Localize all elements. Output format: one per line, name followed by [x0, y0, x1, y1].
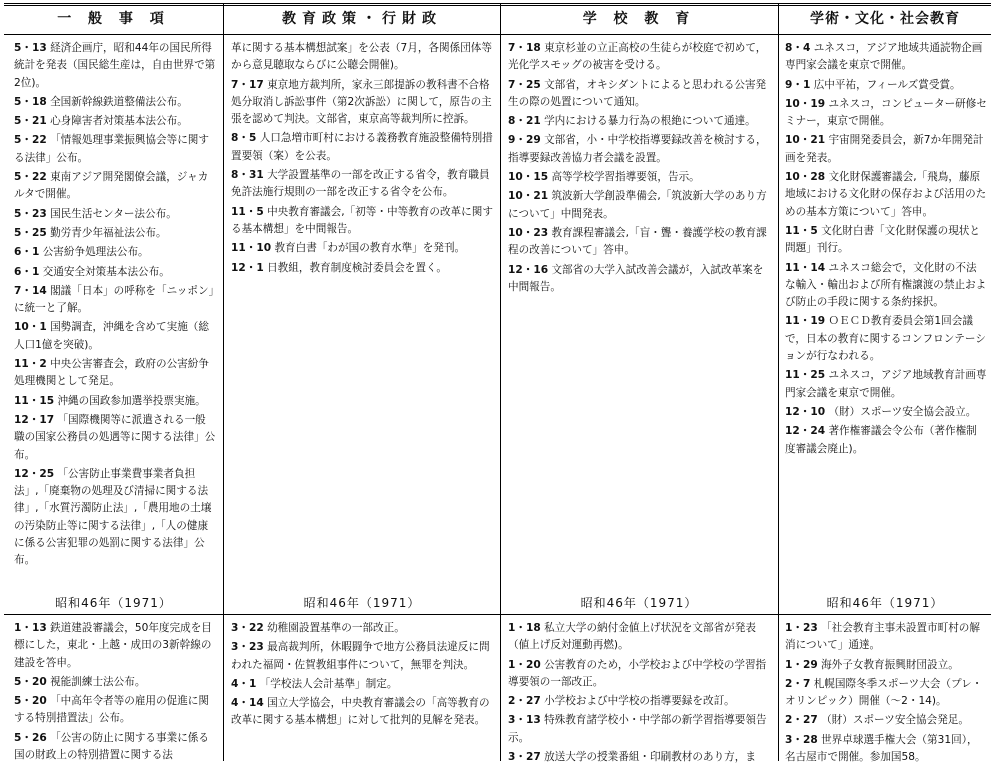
entry-text: 東京地方裁判所，家永三郎提訴の教科書不合格処分取消し訴訟事件（第2次訴訟）に関して，原告の主張を認めて判決。文部省，東京高等裁判所に控訴。 — [231, 78, 492, 126]
entry-date: 3・13 — [508, 714, 541, 727]
entry-text: 文化財白書「文化財保護の現状と問題」刊行。 — [785, 224, 980, 255]
entry-text: 文化財保護審議会,「飛鳥，藤原地域における文化財の保存および活用のための基本方策について」答申。 — [785, 171, 987, 218]
chronology-entry — [508, 169, 772, 186]
chronology-entry — [508, 712, 772, 747]
entry-date: 10・21 — [785, 134, 826, 147]
entry-date: 12・17 — [14, 413, 55, 426]
column-rule-3 — [778, 4, 779, 761]
chronology-entry — [508, 113, 772, 130]
chronology-entry — [508, 620, 772, 655]
entry-date: 5・18 — [14, 95, 47, 108]
entry-date: 3・23 — [231, 641, 264, 654]
entry-text: （財）スポーツ安全協会設立。 — [828, 405, 977, 418]
chronology-entry — [231, 620, 495, 637]
entry-text: ユネスコ，アジア地域教育計画専門家会議を東京で開催。 — [785, 369, 987, 399]
entry-text: 東南アジア開発閣僚会議，ジャカルタで開催。 — [14, 171, 209, 201]
entry-date: 10・19 — [785, 97, 826, 110]
chronology-entry — [14, 283, 216, 318]
header-rule — [4, 34, 991, 35]
entry-text: 人口急増市町村における義務教育施設整備特別措置要領（案）を公表。 — [231, 132, 493, 162]
entry-date: 10・28 — [785, 171, 826, 184]
entry-date: 5・23 — [14, 207, 47, 220]
entry-date: 5・22 — [14, 171, 47, 184]
entry-text: 「情報処理事業振興協会等に関する法律」公布。 — [14, 134, 209, 164]
entry-text: 文部省の大学入試改善会議が，入試改革案を中間報告。 — [508, 263, 764, 293]
chronology-entry — [508, 40, 772, 75]
chronology-entry — [785, 260, 987, 312]
column-general-1971 — [14, 620, 216, 765]
entry-text: 国立大学協会，中央教育審議会の「高等教育の改革に関する基本構想」に対して批判的見解を発表。 — [231, 697, 490, 727]
entry-text: 沖縄の国政参加選挙投票実施。 — [57, 394, 206, 407]
entry-date: 6・1 — [14, 246, 40, 259]
entry-date: 11・15 — [14, 394, 55, 407]
year-heading-school: 昭和46年（1971） — [580, 596, 698, 610]
chronology-entry — [785, 96, 987, 131]
chronology-entry — [508, 749, 772, 765]
entry-text: 中央公害審査会，政府の公害紛争処理機関として発足。 — [14, 358, 209, 388]
entry-date: 2・27 — [785, 714, 818, 727]
entry-text: 特殊教育諸学校小・中学部の新学習指導要領告示。 — [508, 714, 767, 744]
chronology-entry — [14, 113, 216, 130]
entry-date: 3・28 — [785, 733, 818, 746]
entry-text: 「社会教育主事未設置市町村の解消について」通達。 — [785, 622, 980, 652]
entry-text: 小学校および中学校の指導要録を改訂。 — [544, 695, 735, 708]
entry-date: 5・21 — [14, 115, 47, 128]
entry-text: ユネスコ，コンピューター研修セミナー，東京で開催。 — [785, 97, 987, 128]
entry-text: 教育白書「わが国の教育水準」を発刊。 — [274, 242, 466, 255]
entry-text: 放送大学の授業番組・印刷教材のあり方，ま — [544, 751, 756, 764]
column-culture-1970 — [785, 40, 987, 590]
entry-date: 3・27 — [508, 751, 541, 764]
entry-text: 交通安全対策基本法公布。 — [42, 265, 170, 278]
entry-date: 5・20 — [14, 695, 47, 708]
entry-text: 国民生活センター法公布。 — [50, 207, 177, 220]
entry-date: 4・1 — [231, 677, 257, 690]
chronology-entry — [14, 393, 216, 410]
entry-date: 9・1 — [785, 78, 811, 91]
chronology-entry — [14, 40, 216, 92]
chronology-entry — [14, 693, 216, 728]
entry-text: 革に関する基本構想試案」を公表（7月，各関係団体等から意見聴取ならびに公聴会開催)。 — [231, 42, 492, 72]
entry-date: 1・20 — [508, 658, 541, 671]
chronology-entry — [785, 423, 987, 458]
entry-date: 1・29 — [785, 658, 818, 671]
entry-text: 広中平祐，フィールズ賞受賞。 — [813, 78, 961, 91]
chronology-entry — [14, 356, 216, 391]
entry-text: 国勢調査，沖縄を含めて実施（総人口1億を突破)。 — [14, 321, 209, 351]
chronology-entry — [508, 225, 772, 260]
entry-date: 8・4 — [785, 42, 811, 54]
entry-date: 7・25 — [508, 78, 541, 91]
chronology-entry — [508, 132, 772, 167]
column-policy-1970 — [231, 40, 495, 590]
chronology-entry — [14, 206, 216, 223]
chronology-entry — [231, 240, 495, 257]
entry-date: 11・25 — [785, 369, 826, 382]
entry-date: 10・21 — [508, 190, 549, 203]
entry-date: 5・13 — [14, 42, 47, 54]
chronology-entry — [785, 40, 987, 75]
chronology-entry — [231, 130, 495, 165]
entry-text: 文部省，小・中学校指導要録改善を検討する，指導要録改善協力者会議を設置。 — [508, 134, 767, 164]
chronology-entry — [231, 676, 495, 693]
chronology-entry — [785, 223, 987, 258]
chronology-entry — [785, 732, 987, 765]
chronology-entry — [508, 188, 772, 223]
entry-date: 1・13 — [14, 622, 47, 634]
entry-date: 2・27 — [508, 695, 541, 708]
column-school-1970 — [508, 40, 772, 590]
chronology-entry — [14, 169, 216, 204]
entry-date: 1・23 — [785, 622, 818, 634]
chronology-entry — [785, 132, 987, 167]
entry-text: 教育課程審議会,「盲・聾・養護学校の教育課程の改善について」答申。 — [508, 226, 767, 257]
year-heading-culture: 昭和46年（1971） — [826, 596, 944, 610]
entry-date: 11・5 — [785, 224, 818, 237]
entry-text: 「学校法人会計基準」制定。 — [259, 677, 398, 690]
chronology-entry — [14, 132, 216, 167]
entry-text: 著作権審議会令公布（著作権制度審議会廃止)。 — [785, 425, 977, 455]
chronology-entry — [785, 367, 987, 402]
entry-date: 9・29 — [508, 134, 541, 147]
entry-date: 2・7 — [785, 677, 811, 690]
entry-text: （財）スポーツ安全協会発足。 — [821, 714, 969, 727]
chronology-entry — [14, 412, 216, 464]
chronology-entry — [785, 657, 987, 674]
column-culture-1971 — [785, 620, 987, 765]
chronology-entry — [14, 264, 216, 281]
chronology-entry — [14, 620, 216, 672]
chronology-entry — [785, 169, 987, 221]
chronology-entry — [14, 466, 216, 570]
chronology-entry — [231, 260, 495, 277]
entry-date: 1・18 — [508, 622, 541, 634]
chronology-entry — [785, 676, 987, 711]
entry-date: 5・22 — [14, 134, 47, 147]
chronology-entry — [785, 77, 987, 94]
chronology-entry — [231, 639, 495, 674]
entry-text: ユネスコ，アジア地域共通読物企画専門家会議を東京で開催。 — [785, 42, 983, 72]
header-general: 一 般 事 項 — [57, 11, 170, 27]
entry-text: 心身障害者対策基本法公布。 — [50, 115, 188, 128]
entry-date: 12・1 — [231, 261, 264, 274]
entry-date: 11・14 — [785, 261, 826, 274]
entry-text: 鉄道建設審議会，50年度完成を目標にした，東北・上越・成田の3新幹線の建設を答申。 — [14, 622, 212, 669]
entry-date: 12・10 — [785, 405, 826, 418]
entry-date: 11・5 — [231, 205, 264, 218]
entry-date: 5・26 — [14, 731, 47, 744]
entry-text: 私立大学の納付金値上げ状況を文部省が発表（値上げ反対運動再燃)。 — [508, 622, 756, 652]
entry-text: 海外子女教育振興財団設立。 — [821, 658, 959, 671]
entry-date: 11・19 — [785, 315, 826, 328]
entry-text: 視能訓練士法公布。 — [50, 675, 146, 688]
entry-date: 10・23 — [508, 226, 549, 239]
chronology-entry — [785, 712, 987, 729]
entry-text: 日教組，教育制度検討委員会を置く。 — [267, 261, 447, 274]
entry-text: 中央教育審議会,「初等・中等教育の改革に関する基本構想」を中間報告。 — [231, 205, 493, 235]
entry-text: 文部省，オキシダントによると思われる公害発生の際の処置について通知。 — [508, 78, 767, 108]
entry-date: 5・20 — [14, 675, 47, 688]
entry-text: 公害教育のため，小学校および中学校の学習指導要領の一部改正。 — [508, 658, 767, 688]
chronology-entry — [785, 620, 987, 655]
entry-date: 6・1 — [14, 265, 40, 278]
entry-date: 3・22 — [231, 622, 264, 634]
entry-text: 「中高年令者等の雇用の促進に関する特別措置法」公布。 — [14, 695, 209, 725]
entry-date: 8・31 — [231, 169, 264, 182]
header-school: 学 校 教 育 — [582, 11, 696, 27]
chronology-entry — [508, 77, 772, 112]
chronology-entry — [508, 657, 772, 692]
entry-date: 12・24 — [785, 425, 826, 438]
chronology-entry — [231, 695, 495, 730]
header-policy: 教育政策・行財政 — [282, 11, 442, 27]
entry-text: 最高裁判所，休暇闘争で地方公務員法違反に問われた福岡・佐賀教組事件について，無罪を判決。 — [231, 641, 490, 671]
entry-text: 勤労青少年福祉法公布。 — [50, 226, 167, 239]
entry-date: 11・10 — [231, 242, 272, 255]
chronology-entry — [231, 167, 495, 202]
entry-text: 幼稚園設置基準の一部改正。 — [267, 622, 405, 634]
entry-text: 筑波新大学創設準備会,「筑波新大学のあり方について」中間発表。 — [508, 190, 767, 220]
entry-date: 10・1 — [14, 321, 47, 334]
entry-date: 7・18 — [508, 42, 541, 54]
column-school-1971 — [508, 620, 772, 765]
chronology-entry — [231, 204, 495, 239]
chronology-entry — [14, 319, 216, 354]
entry-date: 7・14 — [14, 284, 47, 297]
column-general-1970 — [14, 40, 216, 590]
entry-date: 12・25 — [14, 467, 55, 480]
chronology-entry — [14, 674, 216, 691]
entry-date: 11・2 — [14, 358, 47, 371]
entry-text: 札幌国際冬季スポーツ大会（プレ・オリンピック）開催（～2・14)。 — [785, 677, 983, 708]
year-heading-general: 昭和46年（1971） — [55, 596, 172, 610]
chronology-entry — [14, 730, 216, 765]
entry-text: 世界卓球選手権大会（第31回），名古屋市で開催。参加国58。 — [785, 733, 978, 764]
entry-date: 8・5 — [231, 132, 257, 145]
entry-date: 12・16 — [508, 263, 549, 276]
entry-text: 「国際機関等に派遣される一般職の国家公務員の処遇等に関する法律」公布。 — [14, 413, 216, 461]
chronology-entry — [14, 225, 216, 242]
column-rule-2 — [500, 4, 501, 761]
year-rule — [4, 614, 991, 615]
entry-text: 大学設置基準の一部を改正する省令，教育職員免許法施行規則の一部を改正する省令を公布。 — [231, 169, 490, 199]
entry-text: 東京杉並の立正高校の生徒らが校庭で初めて，光化学スモッグの被害を受ける。 — [508, 42, 767, 72]
entry-date: 10・15 — [508, 171, 549, 184]
entry-text: 学内における暴力行為の根絶について通達。 — [544, 115, 756, 128]
header-culture: 学術・文化・社会教育 — [810, 11, 960, 27]
entry-date: 8・21 — [508, 115, 541, 128]
entry-date: 5・25 — [14, 226, 47, 239]
entry-text: 全国新幹線鉄道整備法公布。 — [50, 95, 188, 108]
entry-text: 経済企画庁，昭和44年の国民所得統計を発表（国民総生産は，自由世界で第2位)。 — [14, 42, 216, 89]
entry-text: ＯＥＣＤ教育委員会第1回会議で，日本の教育に関するコンフロンテーションが行なわれる。 — [785, 315, 986, 363]
chronology-entry — [14, 244, 216, 261]
chronology-entry — [14, 94, 216, 111]
entry-date: 7・17 — [231, 78, 264, 91]
chronology-entry — [508, 262, 772, 297]
chronology-entry — [785, 313, 987, 365]
chronology-entry — [231, 40, 495, 75]
entry-text: ユネスコ総会で，文化財の不法な輸入・輸出および所有権譲渡の禁止および防止の手段に関する条約採択。 — [785, 261, 987, 309]
entry-text: 閣議「日本」の呼称を「ニッポン」に統一と了解。 — [14, 284, 214, 315]
entry-text: 高等学校学習指導要領，告示。 — [551, 171, 700, 184]
chronology-entry — [785, 404, 987, 421]
year-heading-policy: 昭和46年（1971） — [303, 596, 421, 610]
entry-text: 「公害防止事業費事業者負担法」,「廃棄物の処理及び清掃に関する法律」,「水質汚濁防止法」,「農用地の土壌の汚染防止等に関する法律」,「人の健康に係る公害犯罪の処罰に関する法律」公布。 — [14, 467, 212, 567]
entry-text: 「公害の防止に関する事業に係る国の財政上の特別措置に関する法 — [14, 731, 209, 762]
entry-text: 公害紛争処理法公布。 — [42, 246, 149, 259]
column-policy-1971 — [231, 620, 495, 765]
entry-text: 宇宙開発委員会，新7か年開発計画を発表。 — [785, 134, 984, 164]
column-rule-1 — [223, 4, 224, 761]
chronology-entry — [508, 693, 772, 710]
entry-date: 4・14 — [231, 697, 264, 710]
chronology-entry — [231, 77, 495, 129]
